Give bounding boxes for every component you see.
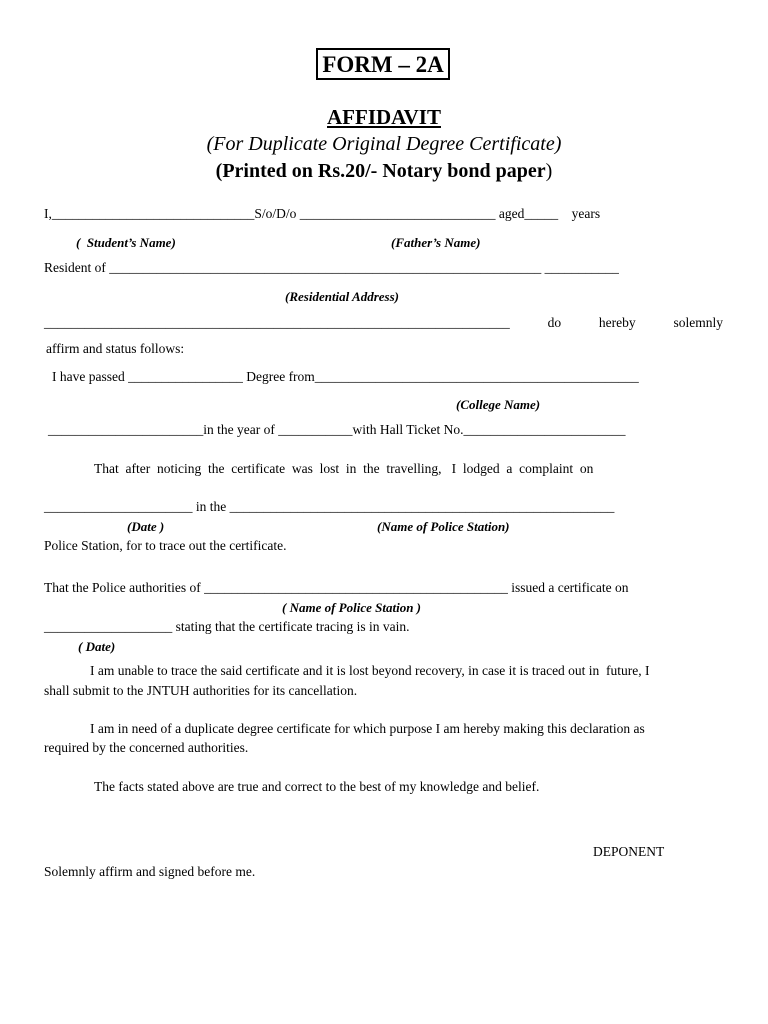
address-blank: _____________________________________________________________________ [44, 315, 510, 330]
father-name-label: (Father’s Name) [391, 235, 481, 250]
word-solemnly: solemnly [673, 315, 723, 330]
need-paragraph-line1: I am in need of a duplicate degree certificate for which purpose I am hereby making this declaration as [90, 721, 645, 736]
passed-degree-line: I have passed _________________ Degree from________________________________________________ [52, 369, 639, 384]
student-name-line: I,______________________________S/o/D/o _____________________________ aged_____ years [44, 206, 601, 221]
paper-note [0, 159, 768, 183]
document-subtitle: (For Duplicate Original Degree Certificate) [206, 133, 562, 155]
deponent-label: DEPONENT [593, 844, 665, 859]
word-hereby: hereby [598, 315, 636, 330]
paper-note-close: ) [545, 160, 553, 182]
stating-line: ___________________ stating that the certificate tracing is in vain. [44, 619, 410, 634]
form-number-box: FORM – 2A [316, 48, 450, 80]
resident-line: Resident of ________________________________________________________________ ___________ [44, 260, 619, 275]
solemnly-affirm-line: Solemnly affirm and signed before me. [44, 864, 256, 879]
police-trace-line: Police Station, for to trace out the certificate. [44, 538, 287, 553]
unable-paragraph-line1: I am unable to trace the said certificate and it is lost beyond recovery, in case it is traced out in future, I [90, 663, 650, 678]
affirm-line: affirm and status follows: [46, 341, 185, 356]
document-title: AFFIDAVIT [327, 105, 441, 129]
police-station-label: (Name of Police Station) [377, 519, 510, 534]
unable-paragraph-line2: shall submit to the JNTUH authorities for its cancellation. [44, 683, 358, 698]
paper-note-bold: (Printed on Rs.20/- Notary bond paper [215, 160, 546, 182]
residential-address-label: (Residential Address) [285, 289, 399, 304]
word-do: do [547, 315, 562, 330]
year-hallticket-line: _______________________in the year of ___________with Hall Ticket No.________________________ [48, 422, 626, 437]
lost-paragraph: That after noticing the certificate was lost in the travelling, I lodged a complaint on [94, 461, 594, 476]
affirm-blank-line [44, 315, 723, 331]
college-name-label: (College Name) [456, 397, 541, 412]
need-paragraph-line2: required by the concerned authorities. [44, 740, 249, 755]
police-station-label-2: ( Name of Police Station ) [282, 600, 422, 615]
date-label-2: ( Date) [78, 639, 116, 654]
facts-paragraph: The facts stated above are true and correct to the best of my knowledge and belief. [94, 779, 540, 794]
authorities-line: That the Police authorities of _____________________________________________ issued a certificate on [44, 580, 629, 595]
student-name-label: ( Student’s Name) [76, 235, 176, 250]
date-label: (Date ) [127, 519, 165, 534]
date-station-line: ______________________ in the _________________________________________________________ [44, 499, 615, 514]
